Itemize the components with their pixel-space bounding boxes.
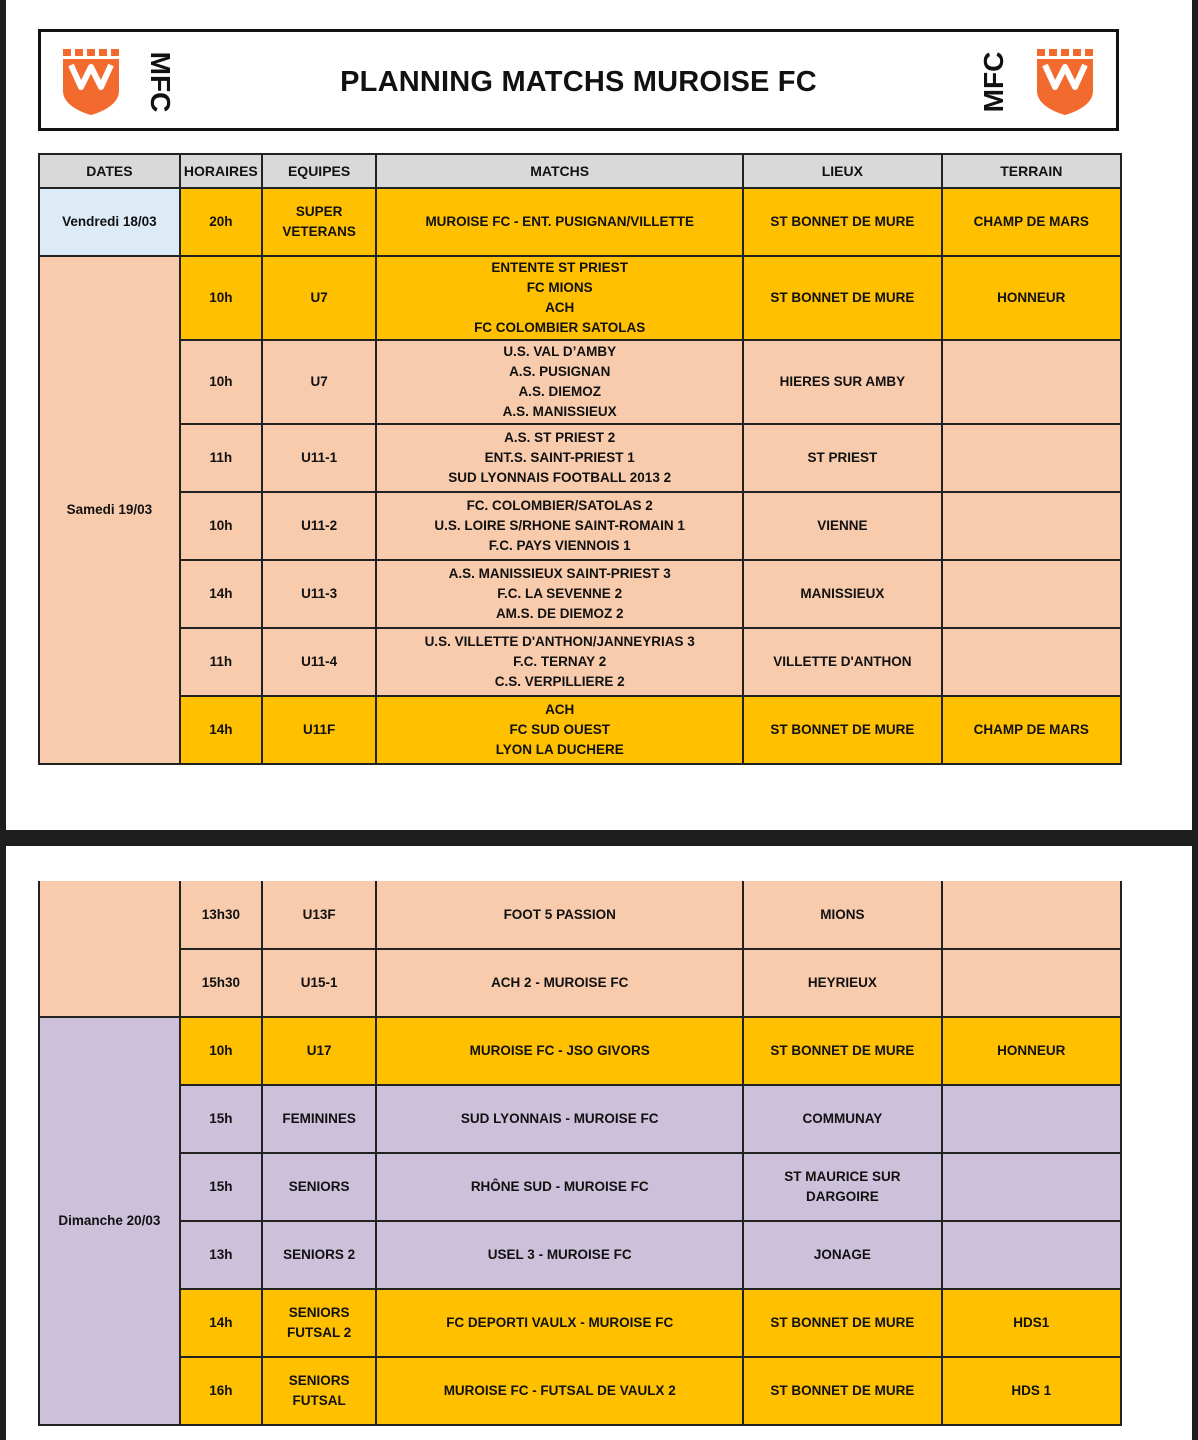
place-cell: HIERES SUR AMBY — [743, 340, 942, 424]
match-line: FC. COLOMBIER/SATOLAS 2 — [466, 498, 653, 513]
match-line: ENT.S. SAINT-PRIEST 1 — [484, 450, 635, 465]
place-cell: COMMUNAY — [743, 1085, 942, 1153]
match-line: FC COLOMBIER SATOLAS — [474, 320, 646, 335]
time-cell: 14h — [180, 696, 262, 764]
table-row — [39, 1357, 1121, 1425]
table-row — [39, 340, 1121, 424]
match-line: F.C. TERNAY 2 — [513, 654, 607, 669]
date-cell-sunday: Dimanche 20/03 — [39, 1017, 180, 1425]
match-line: ACH — [545, 300, 575, 315]
time-cell: 10h — [180, 256, 262, 340]
page-title: PLANNING MATCHS MUROISE FC — [340, 66, 817, 98]
field-cell: HONNEUR — [942, 256, 1121, 340]
match-line: USEL 3 - MUROISE FC — [487, 1247, 632, 1262]
page-2 — [6, 846, 1192, 1440]
table-row — [39, 256, 1121, 340]
table-row — [39, 1153, 1121, 1221]
time-cell: 16h — [180, 1357, 262, 1425]
team-cell: U17 — [262, 1017, 376, 1085]
place-cell: ST PRIEST — [743, 424, 942, 492]
place-cell: ST BONNET DE MURE — [743, 1289, 942, 1357]
place-cell: ST BONNET DE MURE — [743, 188, 942, 256]
field-cell — [942, 560, 1121, 628]
field-cell: HONNEUR — [942, 1017, 1121, 1085]
field-cell — [942, 1221, 1121, 1289]
team-cell: SENIORS — [262, 1153, 376, 1221]
team-cell: U11-3 — [262, 560, 376, 628]
place-cell: VILLETTE D'ANTHON — [743, 628, 942, 696]
table-row — [39, 492, 1121, 560]
column-header-horaires: HORAIRES — [180, 154, 262, 188]
field-cell — [942, 1085, 1121, 1153]
club-logo-right — [973, 47, 1098, 117]
field-cell — [942, 492, 1121, 560]
match-line: MUROISE FC - JSO GIVORS — [469, 1043, 650, 1058]
column-header-matchs: MATCHS — [376, 154, 743, 188]
place-cell: JONAGE — [743, 1221, 942, 1289]
field-cell — [942, 881, 1121, 949]
time-cell: 10h — [180, 1017, 262, 1085]
table-row — [39, 1085, 1121, 1153]
match-line: LYON LA DUCHERE — [495, 742, 624, 757]
match-line: AM.S. DE DIEMOZ 2 — [495, 606, 624, 621]
place-cell: MIONS — [743, 881, 942, 949]
team-cell: U7 — [262, 256, 376, 340]
column-header-lieux: LIEUX — [743, 154, 942, 188]
schedule-table — [38, 153, 1122, 765]
match-cell — [376, 188, 743, 256]
table-header-row — [39, 154, 1121, 188]
team-cell: SENIORS FUTSAL — [262, 1357, 376, 1425]
time-cell: 15h — [180, 1153, 262, 1221]
place-cell: VIENNE — [743, 492, 942, 560]
field-cell: CHAMP DE MARS — [942, 696, 1121, 764]
field-cell — [942, 424, 1121, 492]
document-header — [38, 29, 1119, 131]
match-line: MUROISE FC - FUTSAL DE VAULX 2 — [443, 1383, 676, 1398]
time-cell: 15h — [180, 1085, 262, 1153]
match-line: A.S. MANISSIEUX SAINT-PRIEST 3 — [448, 566, 671, 581]
team-cell: SUPER VETERANS — [262, 188, 376, 256]
time-cell: 14h — [180, 1289, 262, 1357]
place-cell: MANISSIEUX — [743, 560, 942, 628]
match-cell — [376, 1357, 743, 1425]
match-line: SUD LYONNAIS - MUROISE FC — [460, 1111, 659, 1126]
schedule-table-continued — [38, 881, 1122, 1426]
table-row — [39, 1017, 1121, 1085]
time-cell: 13h30 — [180, 881, 262, 949]
table-row — [39, 696, 1121, 764]
time-cell: 15h30 — [180, 949, 262, 1017]
match-line: U.S. VILLETTE D'ANTHON/JANNEYRIAS 3 — [424, 634, 695, 649]
match-cell — [376, 881, 743, 949]
team-cell: U7 — [262, 340, 376, 424]
match-line: SUD LYONNAIS FOOTBALL 2013 2 — [448, 470, 672, 485]
field-cell: HDS1 — [942, 1289, 1121, 1357]
column-header-equipes: EQUIPES — [262, 154, 376, 188]
place-cell: ST BONNET DE MURE — [743, 256, 942, 340]
time-cell: 11h — [180, 628, 262, 696]
match-line: FC DEPORTI VAULX - MUROISE FC — [446, 1315, 674, 1330]
match-line: ACH — [545, 702, 575, 717]
team-cell: U11-1 — [262, 424, 376, 492]
field-cell — [942, 1153, 1121, 1221]
time-cell: 10h — [180, 340, 262, 424]
match-line: MUROISE FC - ENT. PUSIGNAN/VILLETTE — [425, 214, 694, 229]
time-cell: 20h — [180, 188, 262, 256]
table-row — [39, 1289, 1121, 1357]
place-cell: ST BONNET DE MURE — [743, 696, 942, 764]
field-cell — [942, 628, 1121, 696]
team-cell: U15-1 — [262, 949, 376, 1017]
date-cell-saturday: Samedi 19/03 — [39, 256, 180, 764]
team-cell: U11-4 — [262, 628, 376, 696]
match-cell — [376, 256, 743, 340]
team-cell: SENIORS 2 — [262, 1221, 376, 1289]
match-cell — [376, 696, 743, 764]
match-cell — [376, 340, 743, 424]
place-cell: ST BONNET DE MURE — [743, 1357, 942, 1425]
match-cell — [376, 1017, 743, 1085]
team-cell: U11-2 — [262, 492, 376, 560]
match-line: A.S. PUSIGNAN — [509, 364, 611, 379]
match-line: F.C. LA SEVENNE 2 — [497, 586, 623, 601]
date-cell-friday: Vendredi 18/03 — [39, 188, 180, 256]
match-cell — [376, 1289, 743, 1357]
match-line: A.S. DIEMOZ — [518, 384, 601, 399]
column-header-terrain: TERRAIN — [942, 154, 1121, 188]
match-cell — [376, 1085, 743, 1153]
team-cell: FEMININES — [262, 1085, 376, 1153]
date-cell-saturday-continued — [39, 881, 180, 1017]
table-row — [39, 881, 1121, 949]
match-cell — [376, 1221, 743, 1289]
match-line: RHÔNE SUD - MUROISE FC — [470, 1179, 649, 1194]
match-line: FOOT 5 PASSION — [503, 906, 616, 922]
match-cell — [376, 949, 743, 1017]
field-cell: HDS 1 — [942, 1357, 1121, 1425]
match-line: FC SUD OUEST — [509, 722, 610, 737]
match-line: ENTENTE ST PRIEST — [491, 260, 628, 275]
match-line: C.S. VERPILLIERE 2 — [494, 674, 625, 689]
table-row — [39, 188, 1121, 256]
match-cell — [376, 424, 743, 492]
match-cell — [376, 492, 743, 560]
time-cell: 14h — [180, 560, 262, 628]
match-line: F.C. PAYS VIENNOIS 1 — [488, 538, 631, 553]
table-row — [39, 628, 1121, 696]
place-cell: ST MAURICE SUR DARGOIRE — [743, 1153, 942, 1221]
match-line: ACH 2 - MUROISE FC — [491, 975, 629, 990]
place-cell: HEYRIEUX — [743, 949, 942, 1017]
match-line: U.S. LOIRE S/RHONE SAINT-ROMAIN 1 — [434, 518, 685, 533]
table-row — [39, 560, 1121, 628]
match-cell — [376, 628, 743, 696]
column-header-dates: DATES — [39, 154, 180, 188]
time-cell: 11h — [180, 424, 262, 492]
match-line: U.S. VAL D’AMBY — [503, 344, 617, 359]
table-row — [39, 424, 1121, 492]
logo-text: MFC — [978, 51, 1009, 113]
table-row — [39, 949, 1121, 1017]
field-cell: CHAMP DE MARS — [942, 188, 1121, 256]
match-cell — [376, 1153, 743, 1221]
page-1 — [6, 0, 1192, 830]
team-cell: U11F — [262, 696, 376, 764]
place-cell: ST BONNET DE MURE — [743, 1017, 942, 1085]
match-line: A.S. MANISSIEUX — [502, 404, 617, 419]
team-cell: SENIORS FUTSAL 2 — [262, 1289, 376, 1357]
match-line: A.S. ST PRIEST 2 — [504, 430, 616, 445]
logo-text: MFC — [145, 51, 176, 113]
match-line: FC MIONS — [526, 280, 593, 295]
time-cell: 13h — [180, 1221, 262, 1289]
time-cell: 10h — [180, 492, 262, 560]
field-cell — [942, 949, 1121, 1017]
match-cell — [376, 560, 743, 628]
table-row — [39, 1221, 1121, 1289]
team-cell: U13F — [262, 881, 376, 949]
field-cell — [942, 340, 1121, 424]
